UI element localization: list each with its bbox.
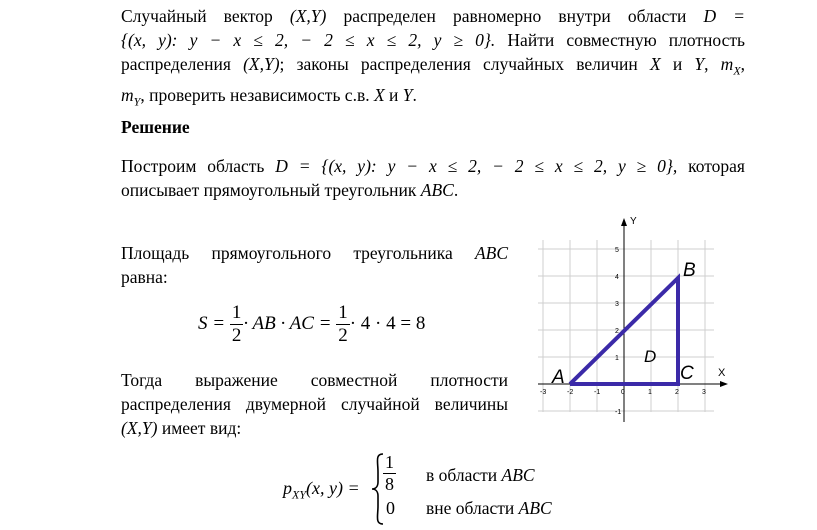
density-formula: $p_{XY}(x$, y) = $\frac{1}{8}$ 0 в области ABC вне области ABC bbox=[283, 452, 603, 528]
paragraph-density bbox=[121, 368, 508, 440]
fraction-eighth: $\frac{1}{8}$ bbox=[385, 452, 394, 494]
x-axis-label: X bbox=[718, 367, 726, 379]
x-axis-arrow-icon bbox=[720, 381, 728, 387]
paragraph-region-line-1: Построим область D = {(x, y): y − x ≤ 2, − 2 ≤ x ≤ 2, y ≥ 0}, которая bbox=[121, 156, 745, 176]
y-tick-label: 5 bbox=[615, 247, 619, 254]
point-c-label: C bbox=[680, 363, 694, 384]
solution-heading: Решение bbox=[121, 117, 190, 137]
paragraph-density-line-3: (X,Y) имеет вид: bbox=[121, 418, 242, 438]
paragraph-area-line-1: Площадь прямоугольного треугольника ABC bbox=[121, 243, 508, 263]
fraction-half: $\frac{1}{2}$ bbox=[231, 302, 242, 346]
y-axis-arrow-icon bbox=[621, 218, 627, 226]
x-tick-label: 3 bbox=[702, 389, 706, 396]
y-tick-label: -1 bbox=[615, 409, 622, 416]
y-tick-label: 3 bbox=[615, 301, 619, 308]
x-tick-label: -3 bbox=[540, 389, 547, 396]
area-formula: S = $\frac{1}{2}$ · AB · AC = $\frac{1}{2}$ · 4 · 4 = 8 bbox=[198, 302, 426, 346]
problem-line-1: Случайный вектор (X,Y) распределен равномерно внутри области D = bbox=[121, 6, 745, 26]
paragraph-area-line-2: равна: bbox=[121, 267, 168, 287]
y-axis-label: Y bbox=[630, 216, 637, 227]
paragraph-region bbox=[121, 154, 745, 202]
problem-line-3: распределения (X,Y); законы распределения случайных величин X и Y, $m_X$, bbox=[121, 54, 746, 78]
point-b-label: B bbox=[683, 260, 696, 281]
x-tick-label: 0 bbox=[621, 389, 625, 396]
y-tick-label: 1 bbox=[615, 355, 619, 362]
x-tick-label: 1 bbox=[648, 389, 652, 396]
problem-line-2: {(x, y): y − x ≤ 2, − 2 ≤ x ≤ 2, y ≥ 0}. Найти совместную плотность bbox=[121, 30, 746, 50]
fraction-half-2: $\frac{1}{2}$ bbox=[338, 302, 348, 346]
paragraph-region-line-2: описывает прямоугольный треугольник ABC. bbox=[121, 180, 459, 200]
x-tick-label: -2 bbox=[567, 389, 574, 396]
x-tick-label: -1 bbox=[594, 389, 601, 396]
y-tick-label: 2 bbox=[615, 328, 619, 335]
paragraph-density-line-1: Тогда выражение совместной плотности bbox=[121, 370, 508, 390]
paragraph-density-line-2: распределения двумерной случайной величины bbox=[121, 394, 508, 414]
triangle-graph bbox=[532, 212, 732, 416]
problem-statement bbox=[121, 4, 745, 113]
region-d-label: D bbox=[644, 347, 657, 366]
paragraph-area bbox=[121, 241, 508, 289]
x-tick-label: 2 bbox=[675, 389, 679, 396]
problem-line-4: $m_Y$, проверить независимость с.в. X и Y. bbox=[121, 84, 417, 108]
y-tick-label: 4 bbox=[615, 274, 619, 281]
point-a-label: A bbox=[552, 367, 565, 388]
